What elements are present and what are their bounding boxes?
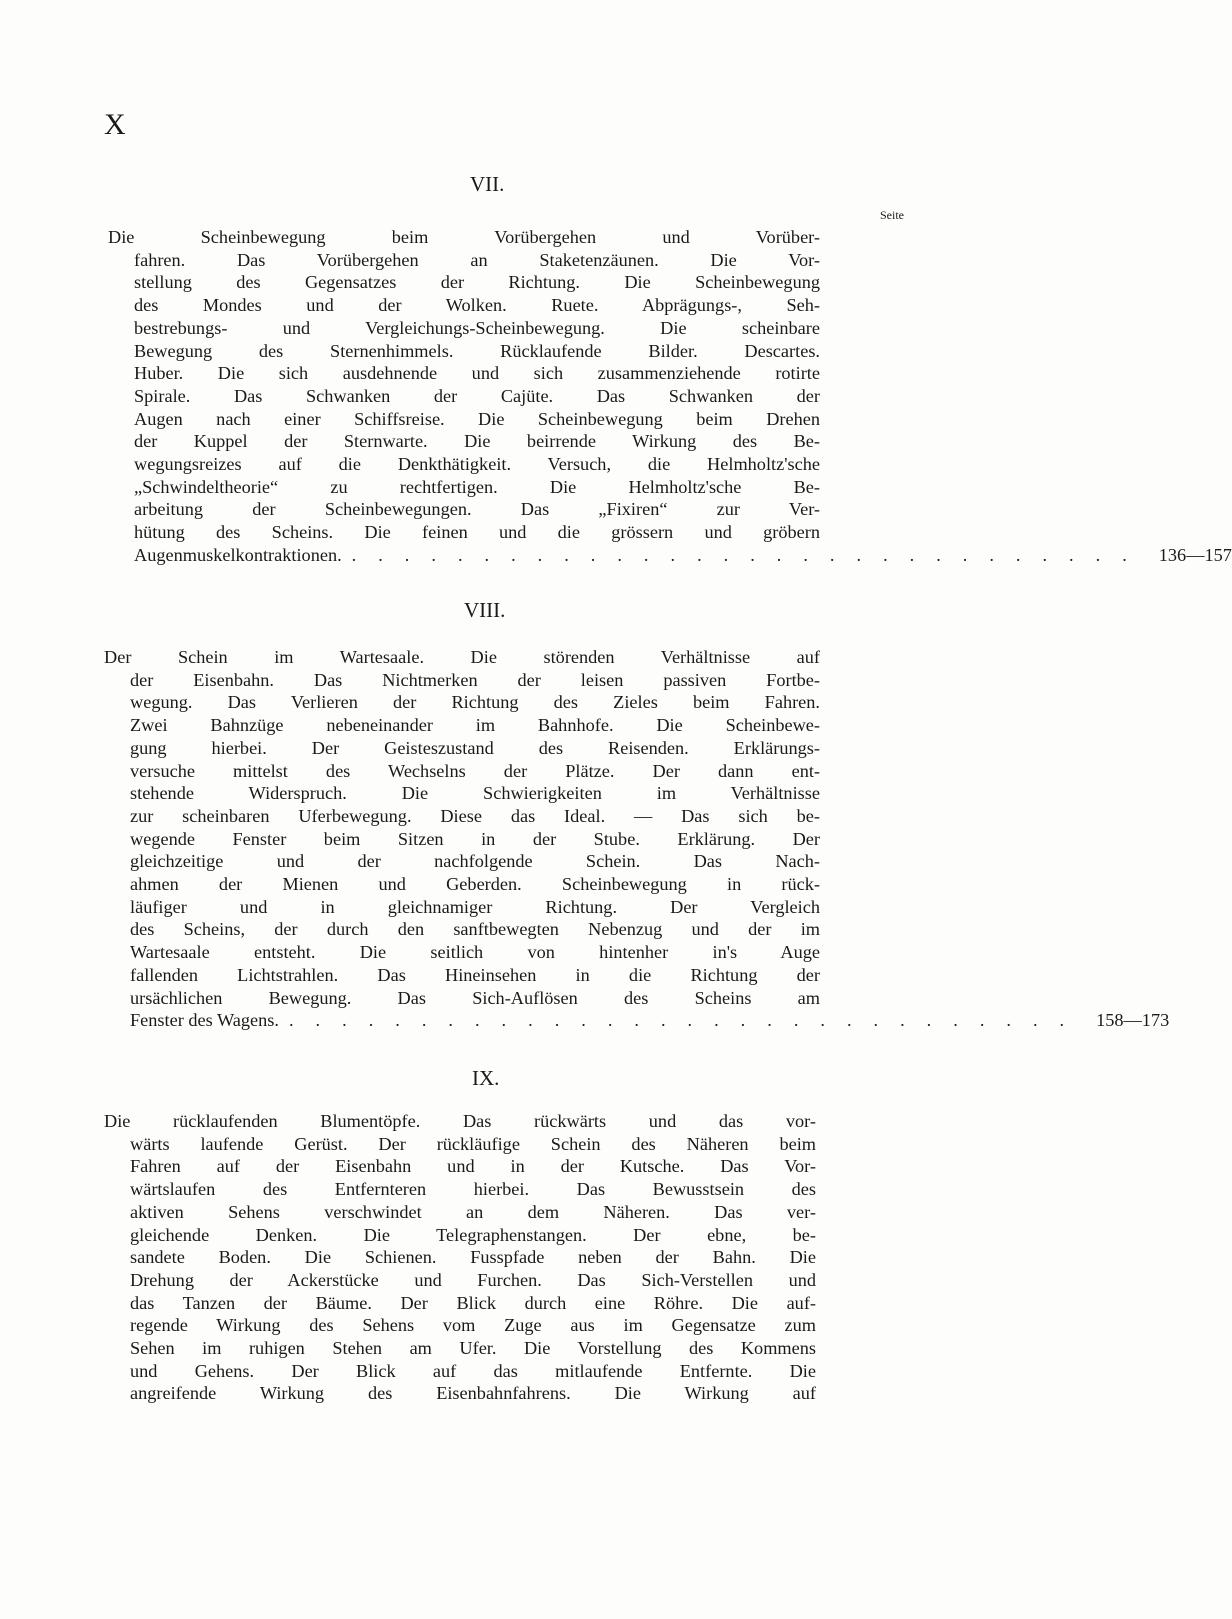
summary-line: stellung des Gegensatzes der Richtung. Die Scheinbewegung xyxy=(134,272,820,293)
summary-line: wegung. Das Verlieren der Richtung des Zieles beim Fahren. xyxy=(130,692,820,713)
summary-line: läufiger und in gleichnamiger Richtung. Der Vergleich xyxy=(130,896,820,917)
summary-line: der Kuppel der Sternwarte. Die beirrende Wirkung des Be- xyxy=(134,431,820,452)
summary-line: Sehen im ruhigen Stehen am Ufer. Die Vorstellung des Kommens xyxy=(130,1338,816,1359)
chapter-heading: IX. xyxy=(472,1066,500,1090)
summary-line: des Mondes und der Wolken. Ruete. Abprägungs-, Seh- xyxy=(134,295,820,316)
summary-line: hütung des Scheins. Die feinen und die grössern und gröbern xyxy=(134,522,820,543)
page-range: 136—157 xyxy=(1158,544,1232,565)
summary-line: gleichzeitige und der nachfolgende Schein. Das Nach- xyxy=(130,851,820,872)
chapter-summary xyxy=(108,226,1232,567)
summary-line: Der Schein im Wartesaale. Die störenden Verhältnisse auf xyxy=(104,647,820,667)
chapter-heading: VIII. xyxy=(464,598,506,622)
page-number: X xyxy=(104,108,127,141)
summary-line: Zwei Bahnzüge nebeneinander im Bahnhofe. Die Scheinbewe- xyxy=(130,715,820,736)
summary-line: regende Wirkung des Sehens vom Zuge aus im Gegensatze zum xyxy=(130,1315,816,1336)
summary-line: der Eisenbahn. Das Nichtmerken der leisen passiven Fortbe- xyxy=(130,669,820,690)
summary-line: sandete Boden. Die Schienen. Fusspfade neben der Bahn. Die xyxy=(130,1247,816,1268)
summary-line: das Tanzen der Bäume. Der Blick durch eine Röhre. Die auf- xyxy=(130,1292,816,1313)
summary-line: Fenster des Wagens. xyxy=(130,1010,279,1031)
summary-last-line xyxy=(104,1009,1170,1032)
summary-line: wärtslaufen des Entfernteren hierbei. Das Bewusstsein des xyxy=(130,1179,816,1200)
dot-leader: .............................. xyxy=(288,1010,1087,1031)
summary-line: ursächlichen Bewegung. Das Sich-Auflösen des Scheins am xyxy=(130,987,820,1008)
summary-line: Wartesaale entsteht. Die seitlich von hintenher in's Auge xyxy=(130,942,820,963)
dot-leader: .............................. xyxy=(351,544,1149,565)
summary-line: Huber. Die sich ausdehnende und sich zusammenziehende rotirte xyxy=(134,363,820,384)
summary-line: gleichende Denken. Die Telegraphenstangen. Der ebne, be- xyxy=(130,1224,816,1245)
summary-line: Augenmuskelkontraktionen. xyxy=(134,544,342,565)
summary-last-line xyxy=(108,544,1232,567)
summary-line: fahren. Das Vorübergehen an Staketenzäunen. Die Vor- xyxy=(134,249,820,270)
summary-line: aktiven Sehens verschwindet an dem Näheren. Das ver- xyxy=(130,1201,816,1222)
summary-line: Die Scheinbewegung beim Vorübergehen und Vorüber- xyxy=(108,227,820,247)
summary-line: angreifende Wirkung des Eisenbahnfahrens. Die Wirkung auf xyxy=(130,1383,816,1404)
summary-line: wärts laufende Gerüst. Der rückläufige Schein des Näheren beim xyxy=(130,1133,816,1154)
summary-line: und Gehens. Der Blick auf das mitlaufende Entfernte. Die xyxy=(130,1360,816,1381)
summary-line: Augen nach einer Schiffsreise. Die Scheinbewegung beim Drehen xyxy=(134,408,820,429)
summary-line: Spirale. Das Schwanken der Cajüte. Das Schwanken der xyxy=(134,385,820,406)
summary-line: zur scheinbaren Uferbewegung. Diese das Ideal. — Das sich be- xyxy=(130,805,820,826)
summary-line: wegende Fenster beim Sitzen in der Stube. Erklärung. Der xyxy=(130,828,820,849)
summary-line: Die rücklaufenden Blumentöpfe. Das rückwärts und das vor- xyxy=(104,1111,816,1131)
summary-line: arbeitung der Scheinbewegungen. Das „Fixiren“ zur Ver- xyxy=(134,499,820,520)
page-range: 158—173 xyxy=(1096,1010,1170,1031)
summary-line: ahmen der Mienen und Geberden. Scheinbewegung in rück- xyxy=(130,874,820,895)
summary-line: gung hierbei. Der Geisteszustand des Reisenden. Erklärungs- xyxy=(130,737,820,758)
summary-line: bestrebungs- und Vergleichungs-Scheinbewegung. Die scheinbare xyxy=(134,317,820,338)
summary-line: des Scheins, der durch den sanftbewegten Nebenzug und der im xyxy=(130,919,820,940)
chapter-heading: VII. xyxy=(470,172,505,196)
summary-line: Bewegung des Sternenhimmels. Rücklaufende Bilder. Descartes. xyxy=(134,340,820,361)
summary-line: fallenden Lichtstrahlen. Das Hineinsehen in die Richtung der xyxy=(130,964,820,985)
chapter-summary xyxy=(104,646,1170,1032)
summary-line: wegungsreizes auf die Denkthätigkeit. Versuch, die Helmholtz'sche xyxy=(134,454,820,475)
summary-line: stehende Widerspruch. Die Schwierigkeiten im Verhältnisse xyxy=(130,783,820,804)
summary-line: versuche mittelst des Wechselns der Plätze. Der dann ent- xyxy=(130,760,820,781)
summary-line: „Schwindeltheorie“ zu rechtfertigen. Die Helmholtz'sche Be- xyxy=(134,476,820,497)
page-column-header: Seite xyxy=(880,208,904,222)
chapter-summary xyxy=(104,1110,816,1405)
summary-line: Fahren auf der Eisenbahn und in der Kutsche. Das Vor- xyxy=(130,1156,816,1177)
summary-line: Drehung der Ackerstücke und Furchen. Das Sich-Verstellen und xyxy=(130,1269,816,1290)
